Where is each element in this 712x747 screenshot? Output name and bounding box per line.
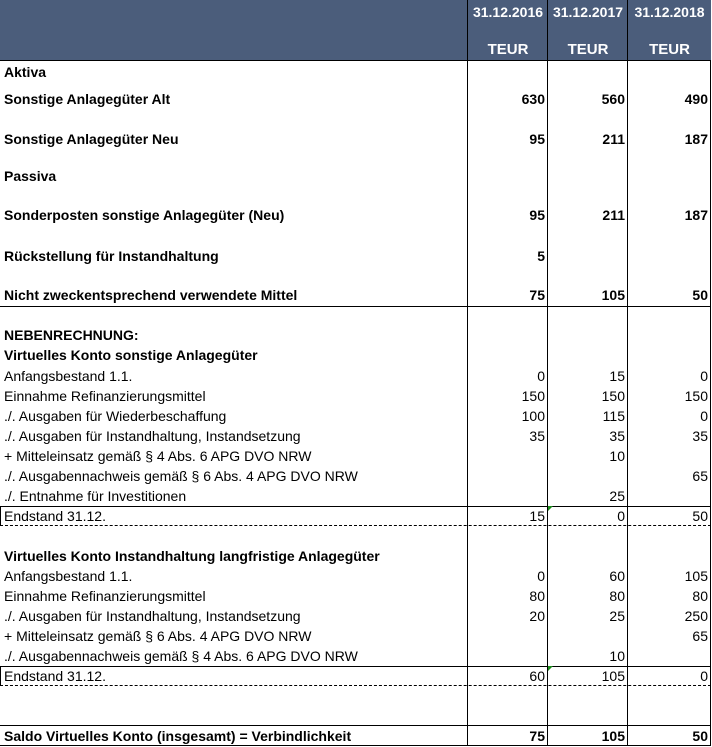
row-label: Sonstige Anlagegüter Neu xyxy=(4,131,179,147)
column-unit: TEUR xyxy=(487,41,529,58)
cell-2018[interactable]: 80 xyxy=(692,588,708,604)
table-row[interactable] xyxy=(0,205,711,225)
cell-2016[interactable]: 100 xyxy=(521,408,545,424)
cell-2017[interactable]: 211 xyxy=(602,207,625,223)
cell-2016[interactable]: 0 xyxy=(537,568,545,584)
column-header-2017[interactable] xyxy=(548,0,628,61)
cell-2016[interactable]: 95 xyxy=(529,131,545,147)
cell-2018[interactable]: 50 xyxy=(692,287,708,303)
cell-2017[interactable]: 10 xyxy=(609,448,625,464)
cell-2017[interactable]: 105 xyxy=(601,668,625,684)
row-label: Sonstige Anlagegüter Alt xyxy=(4,91,171,107)
section-title: Virtuelles Konto sonstige Anlagegüter xyxy=(4,347,258,363)
cell-2017[interactable]: 560 xyxy=(601,91,625,107)
cell-2017[interactable]: 15 xyxy=(609,368,625,384)
section-nebenrechnung-heading xyxy=(0,325,711,345)
cell-2016[interactable]: 15 xyxy=(529,508,545,524)
table-row[interactable] xyxy=(0,285,711,305)
table-row[interactable] xyxy=(0,566,711,586)
cell-2016[interactable]: 150 xyxy=(521,388,545,404)
column-date: 31.12.2018 xyxy=(634,4,705,20)
cell-2017[interactable]: 0 xyxy=(617,508,625,524)
row-label: Endstand 31.12. xyxy=(4,668,106,684)
cell-2017[interactable]: 25 xyxy=(609,608,625,624)
table-row[interactable] xyxy=(0,606,711,626)
column-header-2018[interactable] xyxy=(628,0,711,61)
section-aktiva-heading xyxy=(0,62,711,82)
cell-2016[interactable]: 5 xyxy=(537,248,545,264)
row-label: ./. Ausgaben für Instandhaltung, Instandsetzung xyxy=(4,428,301,444)
column-date: 31.12.2017 xyxy=(552,4,624,20)
column-header-2016[interactable] xyxy=(468,0,548,61)
cell-2016[interactable]: 75 xyxy=(529,728,545,744)
cell-2017[interactable]: 115 xyxy=(602,408,625,424)
section-title: Aktiva xyxy=(4,64,47,80)
cell-2016[interactable]: 35 xyxy=(529,428,545,444)
cell-2018[interactable]: 187 xyxy=(684,207,708,223)
cell-2018[interactable]: 150 xyxy=(684,388,708,404)
table-row[interactable] xyxy=(0,586,711,606)
cell-2016[interactable]: 60 xyxy=(529,668,545,684)
row-label: ./. Entnahme für Investitionen xyxy=(4,488,187,504)
cell-2016[interactable]: 80 xyxy=(529,588,545,604)
cell-2017[interactable]: 150 xyxy=(601,388,625,404)
cell-2018[interactable]: 0 xyxy=(700,668,708,684)
table-row[interactable] xyxy=(0,646,711,666)
cell-2016[interactable]: 75 xyxy=(529,287,545,303)
section-title: Passiva xyxy=(4,168,57,184)
table-row[interactable] xyxy=(0,406,711,426)
section-title: Virtuelles Konto Instandhaltung langfristige Anlagegüter xyxy=(4,548,380,564)
row-label: Nicht zweckentsprechend verwendete Mittel xyxy=(4,287,298,303)
table-row[interactable] xyxy=(0,486,711,506)
konto1-heading xyxy=(0,345,711,365)
table-row[interactable] xyxy=(0,89,711,109)
cell-2017[interactable]: 105 xyxy=(601,728,625,744)
section-passiva-heading xyxy=(0,166,711,186)
cell-2017[interactable]: 10 xyxy=(609,648,625,664)
table-row[interactable] xyxy=(0,129,711,149)
table-row[interactable] xyxy=(0,246,711,266)
row-label: Anfangsbestand 1.1. xyxy=(4,568,133,584)
cell-2017[interactable]: 35 xyxy=(609,428,625,444)
row-label: ./. Ausgaben für Wiederbeschaffung xyxy=(4,408,227,424)
table-row[interactable] xyxy=(0,366,711,386)
cell-2016[interactable]: 20 xyxy=(529,608,545,624)
column-date: 31.12.2016 xyxy=(472,4,544,20)
row-label: Einnahme Refinanzierungsmittel xyxy=(4,388,206,404)
cell-2018[interactable]: 35 xyxy=(692,428,708,444)
row-label: ./. Ausgaben für Instandhaltung, Instandsetzung xyxy=(4,608,301,624)
cell-2018[interactable]: 0 xyxy=(700,408,708,424)
row-label: Saldo Virtuelles Konto (insgesamt) = Verbindlichkeit xyxy=(4,728,352,744)
cell-2017[interactable]: 105 xyxy=(601,287,625,303)
table-row[interactable] xyxy=(0,446,711,466)
table-row-saldo[interactable] xyxy=(0,726,711,746)
cell-2017[interactable]: 80 xyxy=(609,588,625,604)
cell-2018[interactable]: 50 xyxy=(692,728,708,744)
table-row[interactable] xyxy=(0,626,711,646)
cell-2016[interactable]: 95 xyxy=(529,207,545,223)
row-label: ./. Ausgabennachweis gemäß § 4 Abs. 6 APG DVO NRW xyxy=(4,648,358,664)
row-label: Anfangsbestand 1.1. xyxy=(4,368,133,384)
column-unit: TEUR xyxy=(649,41,690,58)
section-title: NEBENRECHNUNG: xyxy=(4,327,139,343)
cell-2016[interactable]: 630 xyxy=(521,91,545,107)
cell-2018[interactable]: 250 xyxy=(684,608,708,624)
konto2-heading xyxy=(0,546,711,566)
table-row-total[interactable] xyxy=(0,666,711,686)
cell-2018[interactable]: 50 xyxy=(692,508,708,524)
cell-2017[interactable]: 60 xyxy=(609,568,625,584)
cell-2017[interactable]: 211 xyxy=(602,131,625,147)
row-label: Endstand 31.12. xyxy=(4,508,106,524)
row-label: ./. Ausgabennachweis gemäß § 6 Abs. 4 APG DVO NRW xyxy=(4,468,358,484)
cell-2018[interactable]: 65 xyxy=(692,628,708,644)
row-label: Rückstellung für Instandhaltung xyxy=(4,248,219,264)
table-row-total[interactable] xyxy=(0,506,711,526)
cell-2017[interactable]: 25 xyxy=(609,488,625,504)
cell-2018[interactable]: 490 xyxy=(684,91,708,107)
table-row[interactable] xyxy=(0,466,711,486)
cell-2016[interactable]: 0 xyxy=(537,368,545,384)
cell-2018[interactable]: 0 xyxy=(700,368,708,384)
row-label: Einnahme Refinanzierungsmittel xyxy=(4,588,206,604)
table-row[interactable] xyxy=(0,386,711,406)
column-unit: TEUR xyxy=(567,41,609,58)
row-label: + Mitteleinsatz gemäß § 4 Abs. 6 APG DVO NRW xyxy=(4,448,312,464)
cell-2018[interactable]: 65 xyxy=(692,468,708,484)
cell-2018[interactable]: 187 xyxy=(684,131,708,147)
section-separator xyxy=(0,306,711,307)
table-row[interactable] xyxy=(0,426,711,446)
row-label: Sonderposten sonstige Anlagegüter (Neu) xyxy=(4,207,285,223)
row-label: + Mitteleinsatz gemäß § 6 Abs. 4 APG DVO NRW xyxy=(4,628,312,644)
cell-2018[interactable]: 105 xyxy=(684,568,708,584)
